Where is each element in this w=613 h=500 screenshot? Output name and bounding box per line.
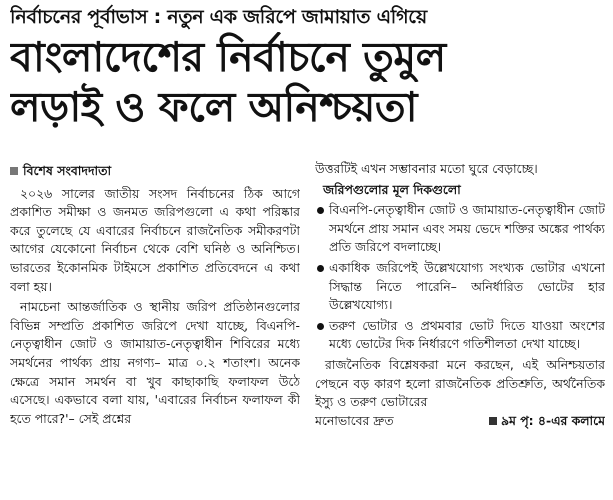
paragraph: নামচেনা আন্তর্জাতিক ও স্থানীয় জরিপ প্রতিষ্ঠানগুলোর বিভিন্ন সম্প্রতি প্রকাশিত জরিপে দেখা যাচ্ছে, বিএনপি-নেতৃত্বাধীন জোট ও জামায়াত-নেতৃত্বাধীন শিবিরের মধ্যে সমর্থনের পার্থক্য প্রায় নগণ্য– মাত্র ০.২ শতাংশ। অনেক ক্ষেত্রে সমান সমর্থন বা খুব কাছাকাছি ফলাফল উঠে এসেছে। একভাবে বলা যায়, 'এবারের নির্বাচন ফলাফল কী হতে পারে?'– সেই প্রশ্নের: [10, 299, 300, 426]
bullet-icon: [317, 323, 324, 330]
article-body: [10, 160, 605, 496]
square-bullet-icon: [489, 417, 497, 425]
paragraph: উত্তরটিই এখন সম্ভাবনার মতো ঘুরে বেড়াচ্ছে।: [315, 161, 538, 176]
right-column: [315, 160, 605, 496]
main-headline: [10, 32, 605, 132]
continuation-text: ৯ম পৃ: ৪-এর কলামে: [500, 412, 605, 428]
bullet-icon: [317, 207, 324, 214]
continuation-line: [315, 412, 605, 431]
headline-line-1: বাংলাদেশের নির্বাচনে তুমুল: [10, 33, 446, 81]
continued-on-page: [489, 412, 605, 431]
byline-text: বিশেষ সংবাদদাতা: [23, 163, 112, 178]
list-item-text: তরুণ ভোটার ও প্রথমবার ভোট দিতে যাওয়া অংশের মধ্যে ভোটের দিক নির্ধারণে গতিশীলতা দেখা যাচ্ছে।: [329, 317, 605, 352]
list-item: [315, 317, 605, 354]
paragraph: ২০২৬ সালের জাতীয় সংসদ নির্বাচনের ঠিক আগে প্রকাশিত সমীক্ষা ও জনমত জরিপগুলো এ কথা পরিষ্কার করে তুলেছে যে এবারের নির্বাচনে রাজনৈতিক সমীকরণটা আগের যেকোনো নির্বাচন থেকে বেশি ঘনিষ্ঠ ও অনিশ্চিত। ভারতের ইকোনমিক টাইমসে প্রকাশিত প্রতিবেদনে এ কথা বলা হয়।: [10, 185, 300, 294]
left-column: [10, 160, 300, 496]
headline-line-2: লড়াই ও ফলে অনিশ্চয়তা: [10, 83, 418, 131]
list-item: [315, 201, 605, 257]
section-subhead: জরিপগুলোর মূল দিকগুলো: [323, 181, 461, 197]
paragraph-end: মনোভাবের দ্রুত: [315, 412, 394, 428]
list-item: [315, 259, 605, 315]
list-item-text: একাধিক জরিপেই উল্লেখযোগ্য সংখ্যক ভোটার এখনো সিদ্ধান্ত নিতে পারেনি– অনির্ধারিত ভোটের হার উল্লেখযোগ্য।: [329, 259, 605, 313]
square-bullet-icon: [10, 167, 18, 175]
byline: [10, 162, 300, 181]
key-points-list: [315, 201, 605, 354]
bullet-icon: [317, 265, 324, 272]
list-item-text: বিএনপি-নেতৃত্বাধীন জোট ও জামায়াত-নেতৃত্বাধীন জোট সমর্থনে প্রায় সমান এবং সময় ভেদে শক্তির অঙ্কের পার্থক্য প্রতি জরিপে বদলাচ্ছে।: [329, 202, 605, 255]
paragraph: রাজনৈতিক বিশ্লেষকরা মনে করছেন, এই অনিশ্চয়তার পেছনে বড় কারণ হলো রাজনৈতিক প্রতিশ্রুতি, অর্থনৈতিক ইস্যু ও তরুণ ভোটারের: [315, 356, 605, 410]
kicker-headline: নির্বাচনের পূর্বাভাস : নতুন এক জরিপে জামায়াত এগিয়ে: [10, 6, 427, 28]
